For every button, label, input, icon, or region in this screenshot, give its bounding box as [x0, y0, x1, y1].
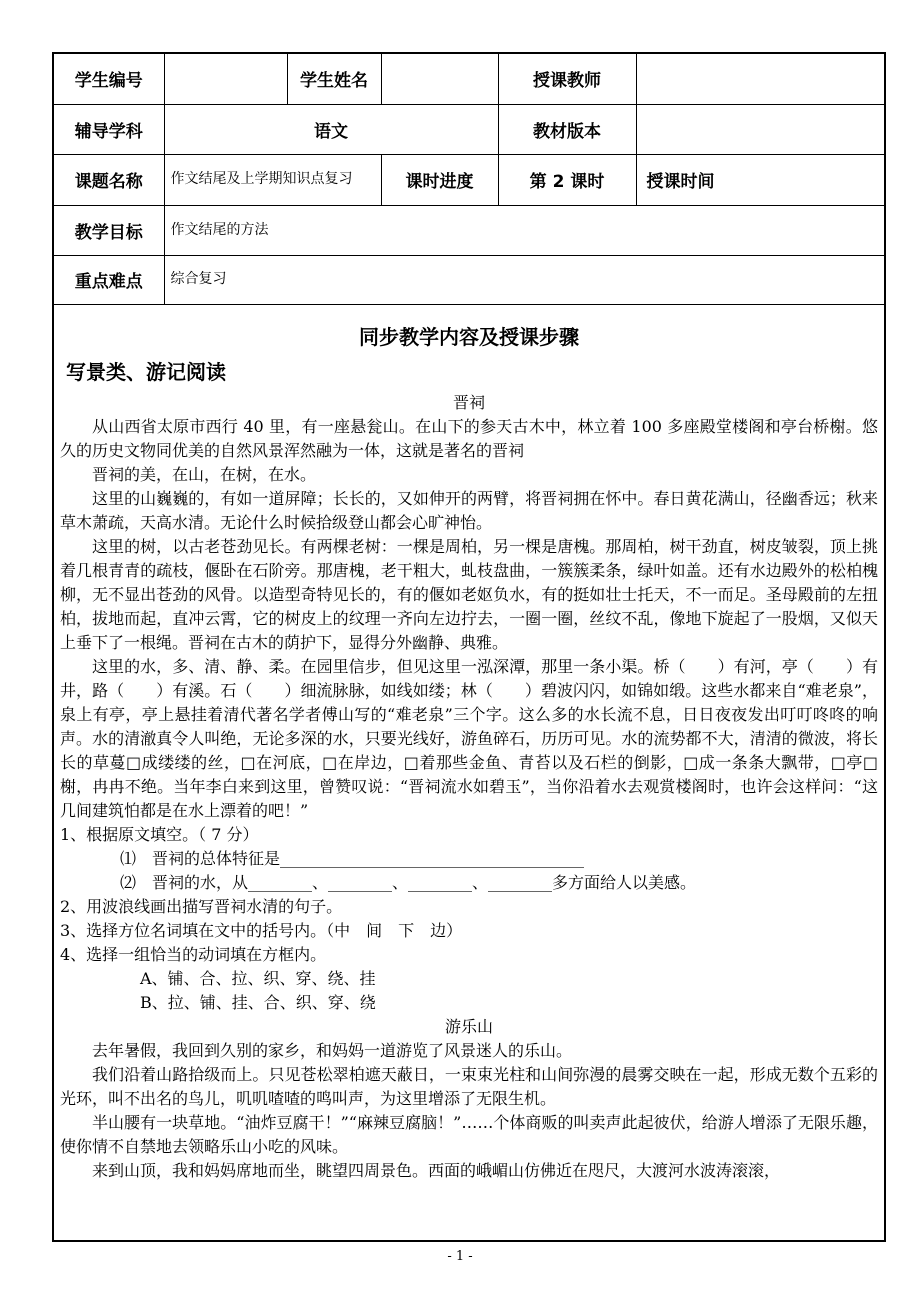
- teacher-label: 授课教师: [498, 54, 636, 104]
- article-title: 晋祠: [452, 392, 485, 412]
- paragraph: 我们沿着山路拾级而上。只见苍松翠柏遮天蔽日，一束束光柱和山间弥漫的晨雾交映在一起，形成无数个五彩的光环，叫不出名的鸟儿，叽叽喳喳的鸣叫声，为这里增添了无限生机。: [60, 1064, 878, 1108]
- subject-label: 辅导学科: [54, 104, 164, 154]
- section-heading: 写景类、游记阅读: [66, 359, 226, 384]
- teacher-value[interactable]: [636, 54, 886, 104]
- lesson-content: [54, 321, 884, 1183]
- student-id-label: 学生编号: [54, 54, 164, 104]
- page-number: - 1 -: [447, 1249, 473, 1264]
- question: 4、选择一组恰当的动词填在方框内。: [60, 944, 327, 964]
- progress-label: 课时进度: [381, 154, 498, 205]
- paragraph: 来到山顶，我和妈妈席地而坐，眺望四周景色。西面的峨嵋山仿佛近在咫尺，大渡河水波涛滚滚，: [92, 1160, 781, 1180]
- info-table: [54, 54, 886, 305]
- goal-value: 作文结尾的方法: [164, 205, 886, 255]
- student-id-value[interactable]: [164, 54, 287, 104]
- student-name-value[interactable]: [381, 54, 498, 104]
- textbook-label: 教材版本: [498, 104, 636, 154]
- topic-label: 课题名称: [54, 154, 164, 205]
- key-label: 重点难点: [54, 255, 164, 304]
- paragraph: 从山西省太原市西行 40 里，有一座悬瓮山。在山下的参天古木中，林立着 100 多座殿堂楼阁和亭台桥榭。悠久的历史文物同优美的自然风景浑然融为一体，这就是著名的晋祠: [60, 416, 878, 460]
- paragraph: 半山腰有一块草地。“油炸豆腐干！”“麻辣豆腐脑！”……个体商贩的叫卖声此起彼伏，给游人增添了无限乐趣，使你情不自禁地去领略乐山小吃的风味。: [60, 1112, 878, 1156]
- article-title: 游乐山: [444, 1016, 493, 1036]
- answer-option: A、铺、合、拉、织、穿、绕、挂: [140, 968, 376, 988]
- goal-label: 教学目标: [54, 205, 164, 255]
- question: 1、根据原文填空。（ 7 分）: [60, 824, 259, 844]
- paragraph: 这里的水，多、清、静、柔。在园里信步，但见这里一泓深潭，那里一条小渠。桥（ ）有河，亭（ ）有井，路（ ）有溪。石（ ）细流脉脉，如线如缕；林（ ）碧波闪闪，如锦如缎。这些水都来自“难老泉”，泉上有亭，亭上悬挂着清代著名学者傅山写的“难老泉”三个字。这么多的水长流不息，日日夜夜发出叮叮咚咚的响声。水的清澈真令人叫绝，无论多深的水，只要光线好，游鱼碎石，历历可见。水的流势都不大，清清的微波，将长长的草蔓□成缕缕的丝，□在河底，□在岸边，□着那些金鱼、青苔以及石栏的倒影，□成一条条大飘带，□亭□榭，冉冉不绝。当年李白来到这里，曾赞叹说：“晋祠流水如碧玉”，当你沿着水去观赏楼阁时，也许会这样问：“这几间建筑怕都是在水上漂着的吧！”: [60, 656, 878, 820]
- progress-value: 第 2 课时: [498, 154, 636, 205]
- answer-option: B、拉、铺、挂、合、织、穿、绕: [140, 992, 376, 1012]
- content-title: 同步教学内容及授课步骤: [359, 324, 579, 349]
- paragraph: 去年暑假，我回到久别的家乡，和妈妈一道游览了风景迷人的乐山。: [92, 1040, 573, 1060]
- question-item: ⑴ 晋祠的总体特征是______________________________________: [120, 848, 585, 868]
- key-value: 综合复习: [164, 255, 886, 304]
- question-item: ⑵ 晋祠的水，从________、________、________、________多方面给人以美感。: [120, 872, 697, 892]
- paragraph: 这里的树，以古老苍劲见长。有两棵老树：一棵是周柏，另一棵是唐槐。那周柏，树干劲直，树皮皱裂，顶上挑着几根青青的疏枝，偃卧在石阶旁。那唐槐，老干粗大，虬枝盘曲，一簇簇柔条，绿叶如盖。还有水边殿外的松柏槐柳，无不显出苍劲的风骨。以造型奇特见长的，有的偃如老妪负水，有的挺如壮士托天，不一而足。圣母殿前的左扭柏，拔地而起，直冲云霄，它的树皮上的纹理一齐向左边拧去，一圈一圈，丝纹不乱，像地下旋起了一股烟，又似天上垂下了一根绳。晋祠在古木的荫护下，显得分外幽静、典雅。: [60, 536, 878, 652]
- student-name-label: 学生姓名: [287, 54, 381, 104]
- subject-value: 语文: [164, 104, 498, 154]
- document-frame: [52, 52, 886, 1242]
- question: 2、用波浪线画出描写晋祠水清的句子。: [60, 896, 343, 916]
- topic-value: 作文结尾及上学期知识点复习: [164, 154, 381, 205]
- textbook-value[interactable]: [636, 104, 886, 154]
- time-label: 授课时间: [636, 154, 886, 205]
- paragraph: 这里的山巍巍的，有如一道屏障；长长的，又如伸开的两臂，将晋祠拥在怀中。春日黄花满山，径幽香远；秋来草木萧疏，天高水清。无论什么时候拾级登山都会心旷神怡。: [60, 488, 878, 532]
- question: 3、选择方位名词填在文中的括号内。（中 间 下 边）: [60, 920, 463, 940]
- paragraph: 晋祠的美，在山，在树，在水。: [92, 464, 317, 484]
